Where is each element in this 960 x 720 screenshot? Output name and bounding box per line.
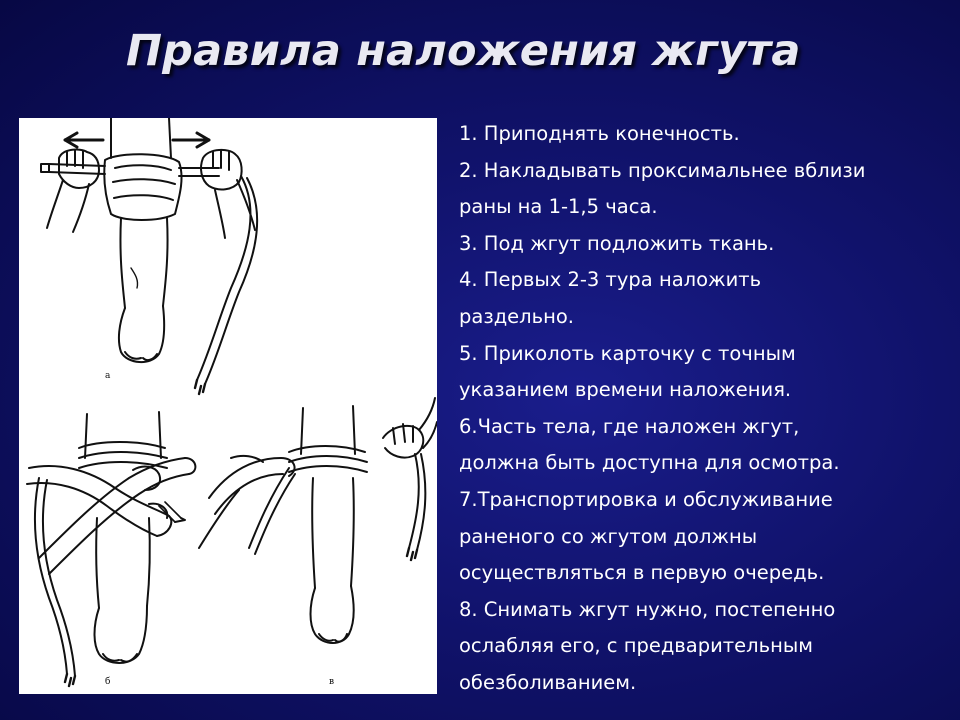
rule-line: ослабляя его, с предварительным: [459, 634, 813, 658]
rule-line: указанием времени наложения.: [459, 378, 792, 402]
rule-line: 2. Накладывать проксимальнее вблизи: [459, 158, 866, 182]
rule-line: раздельно.: [459, 304, 575, 328]
rule-line: раненого со жгутом должны: [459, 524, 758, 548]
rule-line: 7.Транспортировка и обслуживание: [459, 487, 833, 511]
panel-c-label: в: [329, 677, 335, 687]
rule-line: 8. Снимать жгут нужно, постепенно: [459, 597, 836, 621]
rule-line: раны на 1-1,5 часа.: [459, 195, 658, 219]
slide-title: Правила наложения жгута: [126, 26, 801, 76]
rule-line: обезболиванием.: [459, 670, 637, 694]
panel-b-label: б: [105, 677, 111, 687]
panel-c-drawing: [199, 398, 437, 687]
panel-b-drawing: [27, 412, 195, 687]
rule-line: 3. Под жгут подложить ткань.: [459, 231, 775, 255]
panel-a-label: а: [105, 371, 111, 381]
tourniquet-drawing: [19, 118, 437, 694]
rule-line: должна быть доступна для осмотра.: [459, 451, 840, 475]
rule-line: 5. Приколоть карточку с точным: [459, 341, 796, 365]
rule-line: осуществляться в первую очередь.: [459, 561, 825, 585]
rule-line: 6.Часть тела, где наложен жгут,: [459, 414, 800, 438]
panel-a-drawing: [41, 118, 257, 394]
tourniquet-rules-list: [459, 116, 954, 702]
tourniquet-illustration: [19, 118, 437, 694]
rule-line: 4. Первых 2-3 тура наложить: [459, 268, 762, 292]
rule-line: 1. Приподнять конечность.: [459, 122, 740, 145]
